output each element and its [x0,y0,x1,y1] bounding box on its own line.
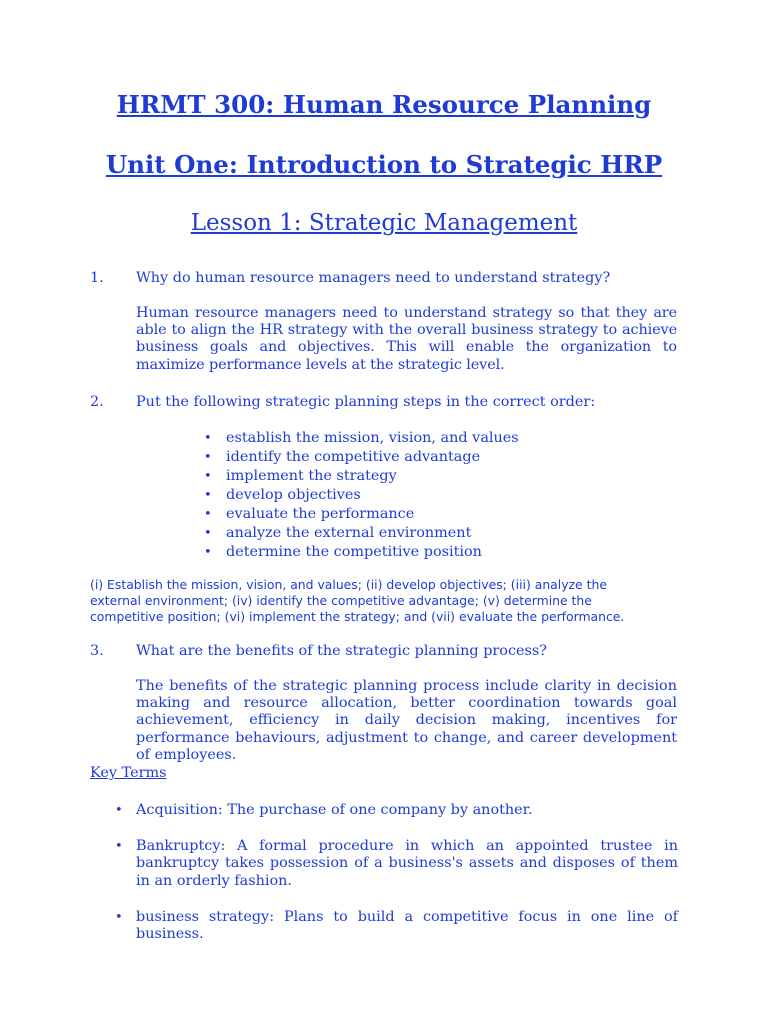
bullet-icon: • [204,507,212,522]
question-number: 1. [90,270,104,286]
list-item: • analyze the external environment [204,525,472,541]
list-item: • Acquisition: The purchase of one company by another. [115,802,533,818]
list-item: • determine the competitive position [204,544,482,560]
answer-2: (i) Establish the mission, vision, and values; (ii) develop objectives; (iii) analyze the external environment; (iv) identify the competitive advantage; (v) determine the competitive position; (vi) implement the strategy; and (vii) evaluate the performance. [90,577,625,624]
bullet-icon: • [204,488,212,503]
question-text: What are the benefits of the strategic planning process? [136,643,548,659]
question-number: 2. [90,394,104,410]
answer-3: The benefits of the strategic planning process include clarity in decision making and resource allocation, better coordination towards goal achievement, efficiency in daily decision making, incentives for performance behaviours, adjustment to change, and career development of employees. [136,678,677,763]
question-text: Put the following strategic planning steps in the correct order: [136,394,596,410]
list-item: • identify the competitive advantage [204,449,481,465]
lesson-title: Lesson 1: Strategic Management [190,210,578,236]
bullet-icon: • [204,469,212,484]
list-item: • develop objectives [204,487,361,503]
question-text: Why do human resource managers need to understand strategy? [136,270,611,286]
question-number: 3. [90,643,104,659]
course-title: HRMT 300: Human Resource Planning [116,90,652,119]
bullet-icon: • [115,909,123,925]
bullet-icon: • [115,803,123,818]
bullet-icon: • [115,839,123,855]
bullet-icon: • [204,431,212,446]
unit-title: Unit One: Introduction to Strategic HRP [105,150,663,179]
list-item: • implement the strategy [204,468,397,484]
bullet-icon: • [204,526,212,541]
bullet-icon: • [204,450,212,465]
strategic-planning-steps [204,429,519,562]
list-item: • Bankruptcy: A formal procedure in which an appointed trustee in bankruptcy takes possession of a business's assets and disposes of them in an orderly fashion. [115,838,678,889]
key-terms-heading: Key Terms [90,765,167,781]
answer-1: Human resource managers need to understand strategy so that they are able to align the HR strategy with the overall business strategy to achieve business goals and objectives. This will enable the organization to maximize performance levels at the strategic level. [136,305,677,373]
key-terms-list [115,802,678,943]
list-item: • business strategy: Plans to build a competitive focus in one line of business. [115,908,678,943]
bullet-icon: • [204,545,212,560]
list-item: • evaluate the performance [204,506,415,522]
list-item: • establish the mission, vision, and values [204,430,519,446]
